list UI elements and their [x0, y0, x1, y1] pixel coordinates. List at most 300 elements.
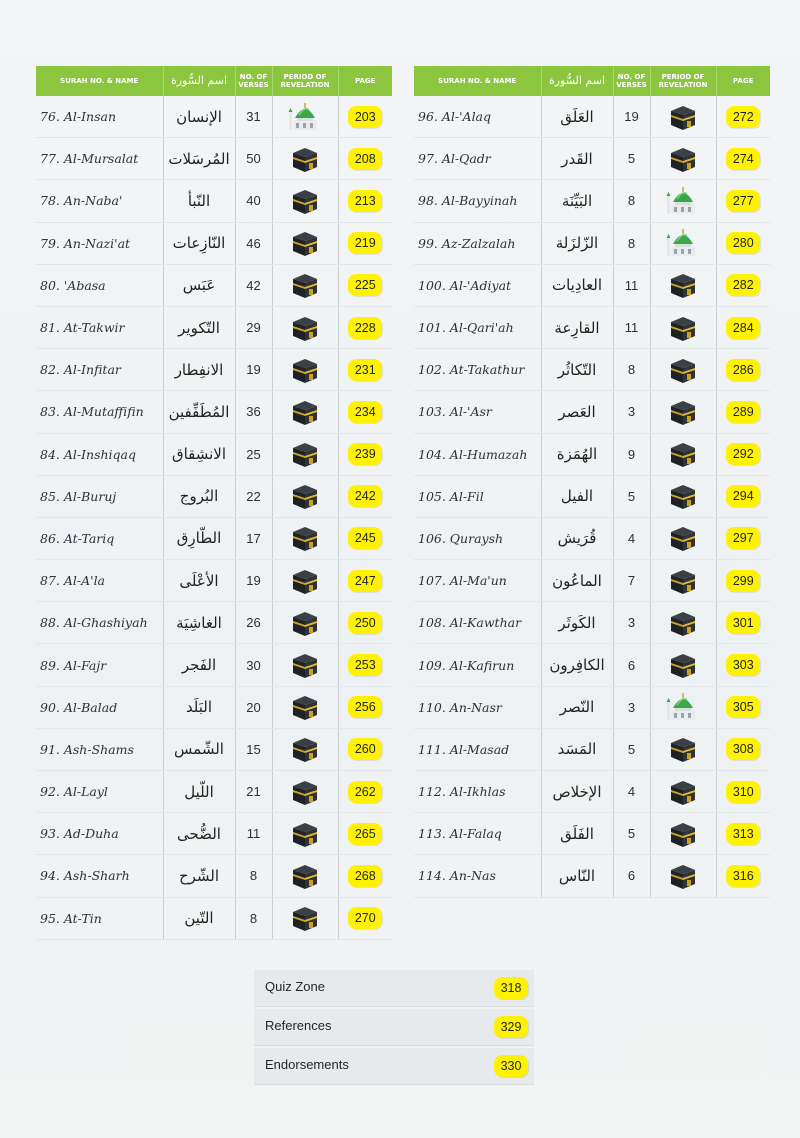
- page-cell: [716, 728, 770, 770]
- table-row: [414, 602, 770, 644]
- revelation-period-cell: [650, 602, 716, 644]
- surah-name: 77. Al-Mursalat: [36, 138, 163, 180]
- extra-section-label: Endorsements: [265, 1057, 349, 1072]
- page-number-badge[interactable]: 313: [726, 823, 760, 845]
- extra-section-label: References: [265, 1018, 332, 1033]
- table-row: [414, 138, 770, 180]
- page-number-badge[interactable]: 299: [726, 570, 760, 592]
- table-row: [414, 855, 770, 897]
- kaaba-icon: [291, 650, 319, 680]
- page-cell: [716, 517, 770, 559]
- page-cell: [338, 264, 392, 306]
- page-cell: [338, 813, 392, 855]
- surah-arabic-name: الهُمَزة: [541, 433, 613, 475]
- revelation-period-cell: [272, 728, 338, 770]
- page-cell: [338, 138, 392, 180]
- surah-arabic-name: عَبَس: [163, 264, 235, 306]
- surah-name: 95. At-Tin: [36, 897, 163, 939]
- surah-name: 86. At-Tariq: [36, 517, 163, 559]
- page-number-badge[interactable]: 260: [348, 738, 382, 760]
- kaaba-icon: [291, 523, 319, 553]
- green-dome-mosque-icon: [287, 102, 323, 132]
- revelation-period-cell: [272, 96, 338, 138]
- verse-count: 22: [235, 475, 272, 517]
- page-number-badge[interactable]: 225: [348, 274, 382, 296]
- surah-name: 103. Al-'Asr: [414, 391, 541, 433]
- surah-arabic-name: الكَوثَر: [541, 602, 613, 644]
- page-cell: [716, 138, 770, 180]
- surah-name: 91. Ash-Shams: [36, 728, 163, 770]
- page-cell: [716, 96, 770, 138]
- surah-arabic-name: الانشِقاق: [163, 433, 235, 475]
- extra-section-label: Quiz Zone: [265, 979, 325, 994]
- page-number-badge[interactable]: 242: [348, 485, 382, 507]
- page-cell: [716, 306, 770, 348]
- page-number-badge[interactable]: 282: [726, 274, 760, 296]
- kaaba-icon: [291, 355, 319, 385]
- extra-section-row[interactable]: [254, 970, 534, 1007]
- table-row: [36, 897, 392, 939]
- page-number-badge[interactable]: 219: [348, 232, 382, 254]
- page-number-badge[interactable]: 228: [348, 317, 382, 339]
- page-number-badge[interactable]: 305: [726, 696, 760, 718]
- revelation-period-cell: [650, 771, 716, 813]
- table-row: [36, 644, 392, 686]
- revelation-period-cell: [272, 602, 338, 644]
- page-number-badge[interactable]: 284: [726, 317, 760, 339]
- surah-arabic-name: الكافِرون: [541, 644, 613, 686]
- surah-arabic-name: الزّلزَلة: [541, 222, 613, 264]
- header-page: PAGE: [338, 66, 392, 96]
- verse-count: 26: [235, 602, 272, 644]
- page-cell: [716, 433, 770, 475]
- page-number-badge[interactable]: 274: [726, 148, 760, 170]
- page-cell: [716, 180, 770, 222]
- surah-name: 92. Al-Layl: [36, 771, 163, 813]
- revelation-period-cell: [650, 180, 716, 222]
- extra-sections: [254, 970, 534, 1087]
- revelation-period-cell: [650, 264, 716, 306]
- kaaba-icon: [669, 819, 697, 849]
- verse-count: 8: [235, 855, 272, 897]
- extra-section-row[interactable]: [254, 1009, 534, 1046]
- surah-arabic-name: البُروج: [163, 475, 235, 517]
- revelation-period-cell: [650, 349, 716, 391]
- surah-name: 85. Al-Buruj: [36, 475, 163, 517]
- revelation-period-cell: [650, 138, 716, 180]
- surah-index: [36, 66, 760, 928]
- header-period: PERIOD OF REVELATION: [650, 66, 716, 96]
- green-dome-mosque-icon: [665, 692, 701, 722]
- revelation-period-cell: [650, 222, 716, 264]
- verse-count: 5: [613, 728, 650, 770]
- surah-table-right: [414, 66, 770, 898]
- page-number-badge[interactable]: 262: [348, 781, 382, 803]
- revelation-period-cell: [650, 475, 716, 517]
- verse-count: 8: [613, 222, 650, 264]
- surah-name: 78. An-Naba': [36, 180, 163, 222]
- surah-arabic-name: النّصر: [541, 686, 613, 728]
- green-dome-mosque-icon: [665, 228, 701, 258]
- kaaba-icon: [669, 355, 697, 385]
- page-cell: [338, 391, 392, 433]
- verse-count: 40: [235, 180, 272, 222]
- surah-arabic-name: القارِعة: [541, 306, 613, 348]
- verse-count: 46: [235, 222, 272, 264]
- kaaba-icon: [291, 734, 319, 764]
- kaaba-icon: [291, 861, 319, 891]
- verse-count: 11: [613, 264, 650, 306]
- revelation-period-cell: [272, 813, 338, 855]
- table-row: [414, 222, 770, 264]
- page-number-badge[interactable]: 308: [726, 738, 760, 760]
- page-number-badge[interactable]: 297: [726, 527, 760, 549]
- surah-name: 106. Quraysh: [414, 517, 541, 559]
- kaaba-icon: [669, 270, 697, 300]
- table-row: [36, 602, 392, 644]
- page-cell: [338, 517, 392, 559]
- surah-arabic-name: القَدر: [541, 138, 613, 180]
- page-cell: [716, 391, 770, 433]
- table-row: [414, 813, 770, 855]
- verse-count: 20: [235, 686, 272, 728]
- page-number-badge[interactable]: 250: [348, 612, 382, 634]
- kaaba-icon: [669, 734, 697, 764]
- surah-name: 111. Al-Masad: [414, 728, 541, 770]
- table-row: [36, 264, 392, 306]
- verse-count: 3: [613, 686, 650, 728]
- surah-name: 88. Al-Ghashiyah: [36, 602, 163, 644]
- surah-table-left: [36, 66, 392, 940]
- kaaba-icon: [291, 608, 319, 638]
- table-row: [36, 855, 392, 897]
- surah-name: 82. Al-Infitar: [36, 349, 163, 391]
- kaaba-icon: [669, 439, 697, 469]
- table-header-row: [36, 66, 392, 96]
- surah-arabic-name: قُرَيش: [541, 517, 613, 559]
- table-row: [414, 475, 770, 517]
- revelation-period-cell: [650, 96, 716, 138]
- surah-arabic-name: الشّمس: [163, 728, 235, 770]
- table-row: [36, 560, 392, 602]
- page-cell: [716, 771, 770, 813]
- surah-arabic-name: المُرسَلات: [163, 138, 235, 180]
- surah-arabic-name: اللّيل: [163, 771, 235, 813]
- page-number-badge[interactable]: 292: [726, 443, 760, 465]
- verse-count: 9: [613, 433, 650, 475]
- surah-name: 113. Al-Falaq: [414, 813, 541, 855]
- page-number-badge[interactable]: 234: [348, 401, 382, 423]
- page-cell: [338, 644, 392, 686]
- surah-arabic-name: الطّارِق: [163, 517, 235, 559]
- surah-arabic-name: العَصر: [541, 391, 613, 433]
- verse-count: 31: [235, 96, 272, 138]
- green-dome-mosque-icon: [665, 186, 701, 216]
- revelation-period-cell: [272, 475, 338, 517]
- revelation-period-cell: [272, 686, 338, 728]
- page-number-badge[interactable]: 231: [348, 359, 382, 381]
- surah-name: 104. Al-Humazah: [414, 433, 541, 475]
- header-page: PAGE: [716, 66, 770, 96]
- surah-arabic-name: الغاشِيَة: [163, 602, 235, 644]
- page-cell: [716, 855, 770, 897]
- page-number-badge[interactable]: 280: [726, 232, 760, 254]
- revelation-period-cell: [650, 644, 716, 686]
- surah-name: 114. An-Nas: [414, 855, 541, 897]
- verse-count: 7: [613, 560, 650, 602]
- page-number-badge[interactable]: 245: [348, 527, 382, 549]
- verse-count: 50: [235, 138, 272, 180]
- table-row: [414, 391, 770, 433]
- header-arabic-name: اسم السُّورة: [163, 66, 235, 96]
- surah-arabic-name: الانفِطار: [163, 349, 235, 391]
- table-row: [36, 180, 392, 222]
- table-row: [414, 180, 770, 222]
- table-row: [36, 96, 392, 138]
- page-number-badge[interactable]: 277: [726, 190, 760, 212]
- page-number-badge[interactable]: 203: [348, 106, 382, 128]
- revelation-period-cell: [272, 222, 338, 264]
- revelation-period-cell: [272, 180, 338, 222]
- page-cell: [338, 306, 392, 348]
- surah-arabic-name: الأعْلَى: [163, 560, 235, 602]
- table-row: [414, 728, 770, 770]
- page-number-badge[interactable]: 239: [348, 443, 382, 465]
- extra-section-row[interactable]: [254, 1048, 534, 1085]
- table-row: [36, 475, 392, 517]
- surah-arabic-name: التّين: [163, 897, 235, 939]
- surah-arabic-name: الإنسان: [163, 96, 235, 138]
- table-row: [414, 264, 770, 306]
- page-number-badge[interactable]: 272: [726, 106, 760, 128]
- surah-arabic-name: الشّرح: [163, 855, 235, 897]
- verse-count: 6: [613, 644, 650, 686]
- page-number-badge[interactable]: 303: [726, 654, 760, 676]
- table-row: [36, 686, 392, 728]
- page-number-badge[interactable]: 330: [494, 1055, 528, 1077]
- page-number-badge[interactable]: 301: [726, 612, 760, 634]
- kaaba-icon: [291, 270, 319, 300]
- surah-arabic-name: البَيِّنَة: [541, 180, 613, 222]
- table-row: [414, 644, 770, 686]
- revelation-period-cell: [272, 771, 338, 813]
- kaaba-icon: [669, 777, 697, 807]
- verse-count: 8: [235, 897, 272, 939]
- table-row: [36, 517, 392, 559]
- revelation-period-cell: [272, 644, 338, 686]
- kaaba-icon: [291, 439, 319, 469]
- verse-count: 3: [613, 602, 650, 644]
- header-verses: NO. OF VERSES: [235, 66, 272, 96]
- verse-count: 42: [235, 264, 272, 306]
- kaaba-icon: [291, 481, 319, 511]
- verse-count: 19: [235, 349, 272, 391]
- revelation-period-cell: [272, 897, 338, 939]
- page-number-badge[interactable]: 316: [726, 865, 760, 887]
- page-cell: [338, 855, 392, 897]
- verse-count: 6: [613, 855, 650, 897]
- page-cell: [338, 771, 392, 813]
- page-cell: [338, 222, 392, 264]
- surah-name: 83. Al-Mutaffifin: [36, 391, 163, 433]
- page-number-badge[interactable]: 270: [348, 907, 382, 929]
- revelation-period-cell: [650, 517, 716, 559]
- kaaba-icon: [291, 397, 319, 427]
- surah-name: 112. Al-Ikhlas: [414, 771, 541, 813]
- table-row: [414, 433, 770, 475]
- surah-name: 89. Al-Fajr: [36, 644, 163, 686]
- header-verses: NO. OF VERSES: [613, 66, 650, 96]
- table-row: [414, 96, 770, 138]
- page-number-badge[interactable]: 253: [348, 654, 382, 676]
- revelation-period-cell: [272, 264, 338, 306]
- kaaba-icon: [669, 397, 697, 427]
- verse-count: 17: [235, 517, 272, 559]
- verse-count: 3: [613, 391, 650, 433]
- header-surah: SURAH NO. & NAME: [414, 66, 541, 96]
- page-cell: [716, 349, 770, 391]
- verse-count: 4: [613, 771, 650, 813]
- revelation-period-cell: [650, 728, 716, 770]
- kaaba-icon: [669, 523, 697, 553]
- surah-arabic-name: الضُّحى: [163, 813, 235, 855]
- verse-count: 5: [613, 813, 650, 855]
- surah-name: 105. Al-Fil: [414, 475, 541, 517]
- verse-count: 8: [613, 349, 650, 391]
- page-cell: [338, 897, 392, 939]
- verse-count: 8: [613, 180, 650, 222]
- table-row: [36, 433, 392, 475]
- surah-arabic-name: العَلَق: [541, 96, 613, 138]
- header-period: PERIOD OF REVELATION: [272, 66, 338, 96]
- surah-arabic-name: الماعُون: [541, 560, 613, 602]
- revelation-period-cell: [272, 560, 338, 602]
- page-cell: [338, 180, 392, 222]
- header-surah: SURAH NO. & NAME: [36, 66, 163, 96]
- verse-count: 30: [235, 644, 272, 686]
- kaaba-icon: [669, 566, 697, 596]
- header-arabic-name: اسم السُّورة: [541, 66, 613, 96]
- table-row: [36, 222, 392, 264]
- page-cell: [716, 813, 770, 855]
- kaaba-icon: [291, 903, 319, 933]
- revelation-period-cell: [272, 517, 338, 559]
- table-row: [36, 813, 392, 855]
- page-cell: [338, 686, 392, 728]
- verse-count: 15: [235, 728, 272, 770]
- page-cell: [338, 728, 392, 770]
- kaaba-icon: [669, 608, 697, 638]
- page-number-badge[interactable]: 213: [348, 190, 382, 212]
- page-number-badge[interactable]: 268: [348, 865, 382, 887]
- surah-name: 99. Az-Zalzalah: [414, 222, 541, 264]
- kaaba-icon: [291, 777, 319, 807]
- kaaba-icon: [669, 650, 697, 680]
- page-number-badge[interactable]: 247: [348, 570, 382, 592]
- surah-name: 79. An-Nazi'at: [36, 222, 163, 264]
- verse-count: 36: [235, 391, 272, 433]
- page-number-badge[interactable]: 294: [726, 485, 760, 507]
- kaaba-icon: [669, 861, 697, 891]
- surah-name: 76. Al-Insan: [36, 96, 163, 138]
- page-number-badge[interactable]: 208: [348, 148, 382, 170]
- page-cell: [338, 475, 392, 517]
- page-cell: [338, 560, 392, 602]
- verse-count: 11: [613, 306, 650, 348]
- kaaba-icon: [669, 313, 697, 343]
- surah-name: 80. 'Abasa: [36, 264, 163, 306]
- revelation-period-cell: [272, 138, 338, 180]
- page-number-badge[interactable]: 329: [494, 1016, 528, 1038]
- kaaba-icon: [669, 144, 697, 174]
- page-number-badge[interactable]: 256: [348, 696, 382, 718]
- kaaba-icon: [291, 144, 319, 174]
- kaaba-icon: [291, 313, 319, 343]
- page-number-badge[interactable]: 286: [726, 359, 760, 381]
- surah-arabic-name: التّكاثُر: [541, 349, 613, 391]
- revelation-period-cell: [650, 813, 716, 855]
- page-number-badge[interactable]: 265: [348, 823, 382, 845]
- surah-name: 84. Al-Inshiqaq: [36, 433, 163, 475]
- page-number-badge[interactable]: 318: [494, 977, 528, 999]
- page-cell: [338, 349, 392, 391]
- surah-name: 97. Al-Qadr: [414, 138, 541, 180]
- page-number-badge[interactable]: 289: [726, 401, 760, 423]
- verse-count: 21: [235, 771, 272, 813]
- page-cell: [338, 96, 392, 138]
- kaaba-icon: [291, 186, 319, 216]
- revelation-period-cell: [650, 855, 716, 897]
- surah-name: 107. Al-Ma'un: [414, 560, 541, 602]
- kaaba-icon: [291, 228, 319, 258]
- kaaba-icon: [669, 481, 697, 511]
- verse-count: 19: [613, 96, 650, 138]
- kaaba-icon: [291, 566, 319, 596]
- revelation-period-cell: [650, 391, 716, 433]
- revelation-period-cell: [272, 306, 338, 348]
- surah-name: 98. Al-Bayyinah: [414, 180, 541, 222]
- revelation-period-cell: [272, 433, 338, 475]
- verse-count: 5: [613, 475, 650, 517]
- surah-arabic-name: الإخلاص: [541, 771, 613, 813]
- surah-name: 102. At-Takathur: [414, 349, 541, 391]
- revelation-period-cell: [272, 349, 338, 391]
- page-cell: [716, 264, 770, 306]
- revelation-period-cell: [650, 433, 716, 475]
- surah-arabic-name: المُطَفِّفين: [163, 391, 235, 433]
- page-number-badge[interactable]: 310: [726, 781, 760, 803]
- surah-name: 101. Al-Qari'ah: [414, 306, 541, 348]
- kaaba-icon: [669, 102, 697, 132]
- surah-name: 110. An-Nasr: [414, 686, 541, 728]
- surah-name: 93. Ad-Duha: [36, 813, 163, 855]
- table-row: [36, 771, 392, 813]
- verse-count: 29: [235, 306, 272, 348]
- surah-name: 81. At-Takwir: [36, 306, 163, 348]
- table-row: [36, 138, 392, 180]
- surah-arabic-name: النّازِعات: [163, 222, 235, 264]
- page-cell: [716, 222, 770, 264]
- revelation-period-cell: [650, 560, 716, 602]
- table-row: [414, 517, 770, 559]
- verse-count: 4: [613, 517, 650, 559]
- surah-arabic-name: الفَلَق: [541, 813, 613, 855]
- page-cell: [338, 602, 392, 644]
- table-row: [414, 560, 770, 602]
- page-cell: [716, 560, 770, 602]
- table-row: [36, 391, 392, 433]
- verse-count: 19: [235, 560, 272, 602]
